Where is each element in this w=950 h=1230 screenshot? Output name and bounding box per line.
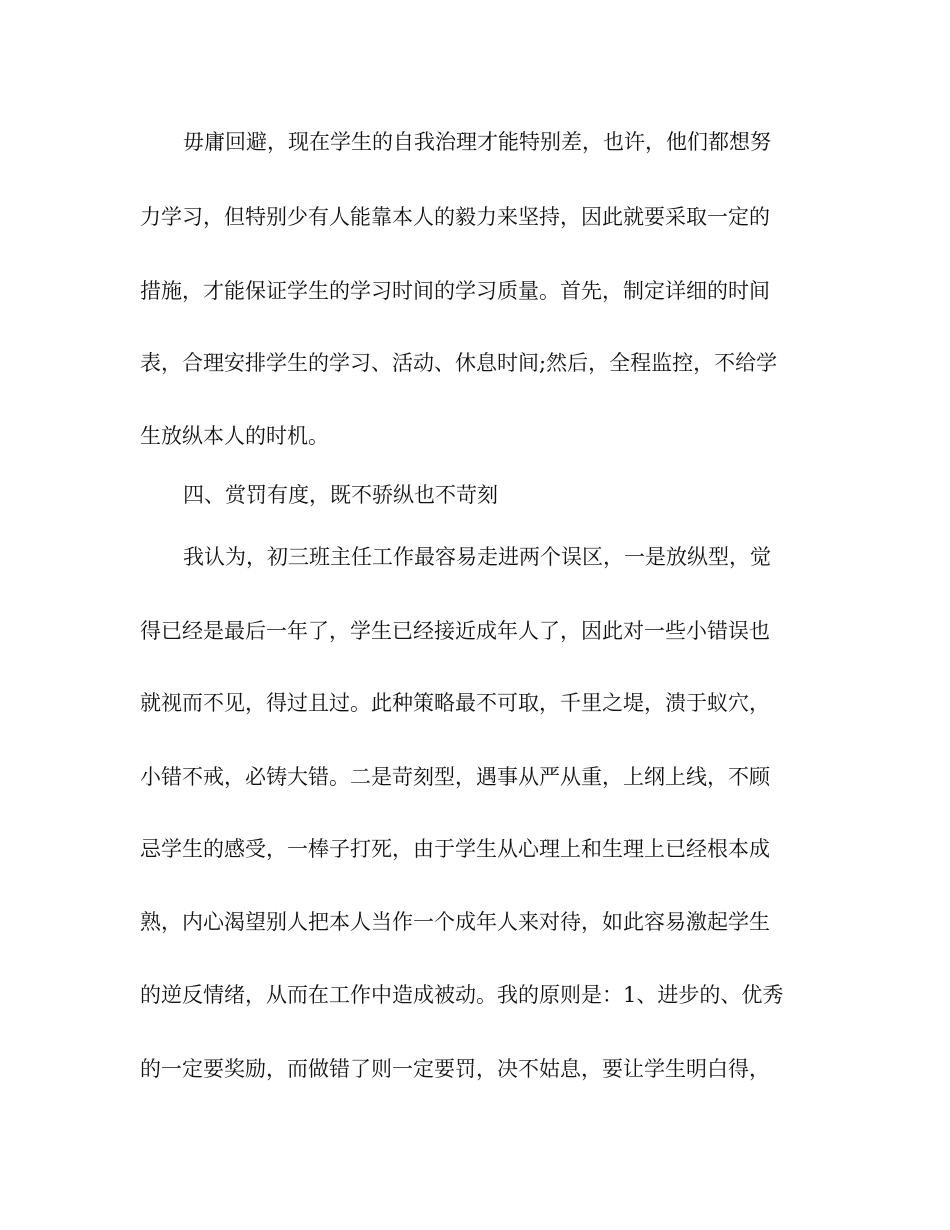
- paragraph-line: 就视而不见，得过且过。此种策略最不可取，千里之堤，溃于蚁穴，: [140, 691, 770, 715]
- paragraph-line: 毋庸回避，现在学生的自我治理才能特别差，也许，他们都想努: [183, 130, 771, 154]
- paragraph-line: 生放纵本人的时机。: [140, 424, 329, 448]
- paragraph-line: 表，合理安排学生的学习、活动、休息时间;然后，全程监控，不给学: [140, 351, 778, 375]
- paragraph-line: 措施，才能保证学生的学习时间的学习质量。首先，制定详细的时间: [140, 279, 770, 303]
- paragraph-line: 力学习，但特别少有人能靠本人的毅力来坚持，因此就要采取一定的: [140, 205, 770, 229]
- paragraph-line: 得已经是最后一年了，学生已经接近成年人了，因此对一些小错误也: [140, 619, 770, 643]
- paragraph-line: 小错不戒，必铸大错。二是苛刻型，遇事从严从重，上纲上线，不顾: [140, 765, 770, 789]
- section-heading: 四、赏罚有度，既不骄纵也不苛刻: [183, 483, 498, 507]
- paragraph-line: 我认为，初三班主任工作最容易走进两个误区，一是放纵型，觉: [183, 545, 771, 569]
- paragraph-line: 忌学生的感受，一棒子打死，由于学生从心理上和生理上已经根本成: [140, 837, 770, 861]
- paragraph-line: 熟，内心渴望别人把本人当作一个成年人来对待，如此容易激起学生: [140, 910, 770, 934]
- paragraph-line: 的逆反情绪，从而在工作中造成被动。我的原则是：1、进步的、优秀: [140, 983, 784, 1007]
- paragraph-line: 的一定要奖励，而做错了则一定要罚，决不姑息，要让学生明白得，: [140, 1057, 770, 1081]
